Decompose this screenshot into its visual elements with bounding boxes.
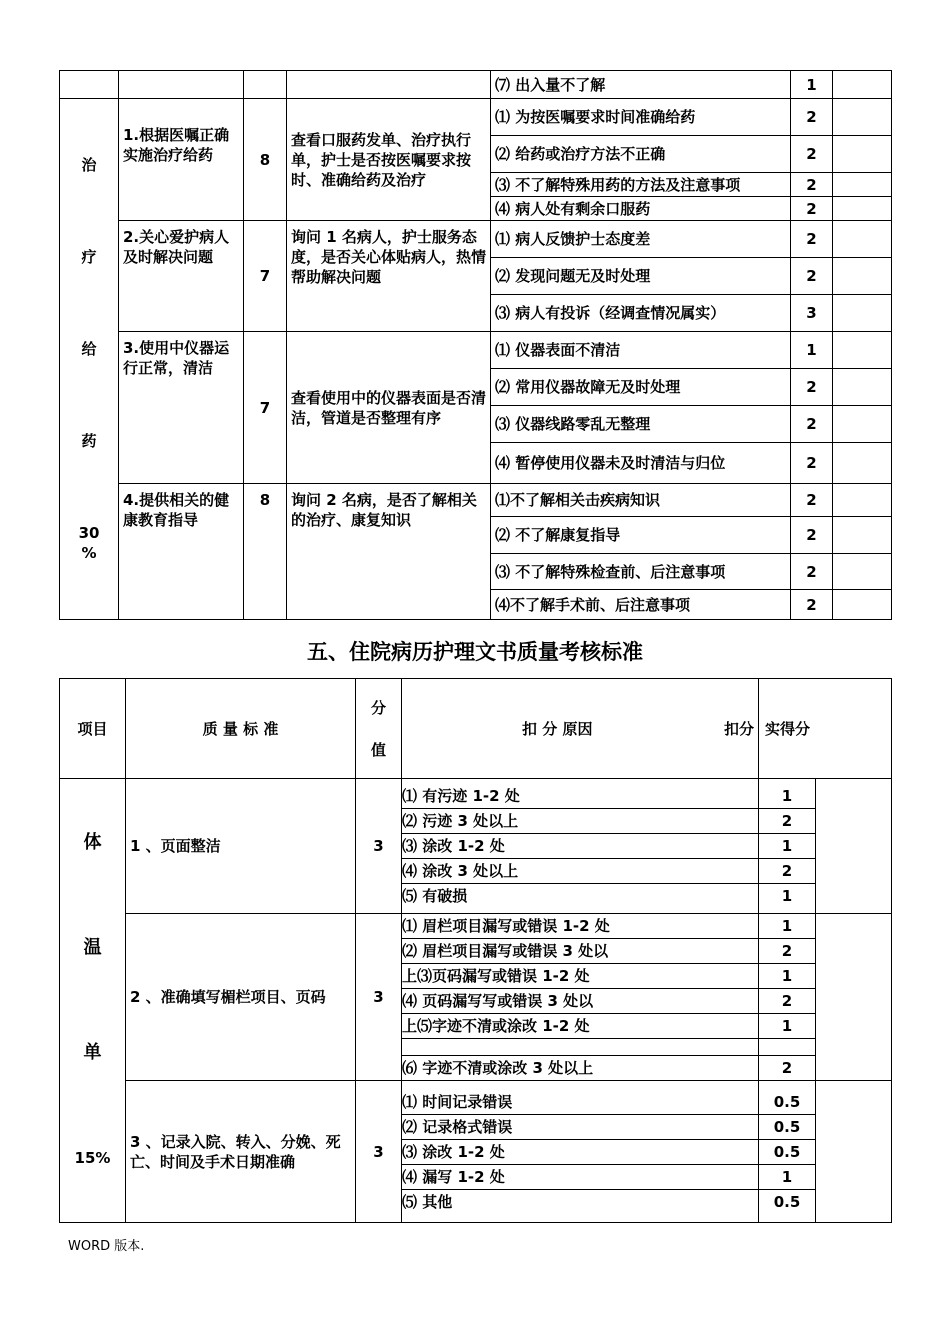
deduct-item: ⑵ 眉栏项目漏写或错误 3 处以 (402, 939, 758, 964)
deduct-item: ⑶ 不了解特殊用药的方法及注意事项 (491, 173, 791, 197)
deduct-item: ⑷ 漏写 1-2 处 (402, 1165, 758, 1190)
record-quality-table (59, 678, 892, 1223)
category-char: 给 (81, 340, 97, 358)
deduct-points: 0.5 (759, 1090, 815, 1115)
deduct-points: 2 (791, 443, 833, 484)
deduct-item: ⑵ 污迹 3 处以上 (402, 809, 758, 834)
deduct-list (402, 1081, 759, 1223)
category-char: 体 (83, 832, 102, 853)
method-cell: 查看口服药发单、治疗执行单，护士是否按医嘱要求按时、准确给药及治疗 (287, 99, 491, 221)
standard-cell: 4.提供相关的健康教育指导 (119, 484, 244, 620)
deduct-item: 上⑶页码漏写或错误 1-2 处 (402, 964, 758, 989)
deduct-points: 2 (781, 1059, 793, 1077)
section-title: 五、住院病历护理文书质量考核标准 (307, 640, 643, 664)
deduct-points: 0.5 (773, 1192, 801, 1211)
deduct-points: 1 (759, 1165, 815, 1190)
deduct-item: ⑷不了解手术前、后注意事项 (491, 590, 791, 620)
category-cell (60, 779, 126, 1223)
deduct-points: 2 (791, 406, 833, 443)
deduct-points: 1 (759, 914, 815, 939)
deduct-item: ⑵ 给药或治疗方法不正确 (491, 136, 791, 173)
deduct-item: ⑵ 发现问题无及时处理 (491, 258, 791, 295)
category-char: 疗 (81, 248, 97, 266)
method-cell: 询问 2 名病，是否了解相关的治疗、康复知识 (287, 484, 491, 620)
header-score-1: 分 (370, 698, 386, 717)
deduct-points: 2 (759, 939, 815, 964)
deduct-item: ⑶ 涂改 1-2 处 (402, 834, 758, 859)
treatment-table (59, 70, 892, 620)
deduct-points: 1 (759, 964, 815, 989)
category-weight: 15% (74, 1149, 111, 1167)
deduct-item: ⑷ 暂停使用仪器未及时清洁与归位 (491, 443, 791, 484)
deduct-points: 0.5 (759, 1115, 815, 1140)
score-cell: 3 (356, 779, 402, 914)
score-cell: 8 (244, 484, 287, 620)
deduct-points: 2 (759, 859, 815, 884)
deduct-item: ⑵ 常用仪器故障无及时处理 (491, 369, 791, 406)
category-weight-unit: % (81, 544, 97, 562)
points-list (759, 914, 816, 1081)
deduct-points: 2 (791, 554, 833, 590)
header-score (356, 679, 402, 779)
deduct-item (402, 1039, 758, 1056)
deduct-item: ⑸ 有破损 (402, 887, 468, 905)
deduct-item: ⑷ 涂改 3 处以上 (402, 859, 758, 884)
category-cell (60, 99, 119, 620)
deduct-list (402, 914, 759, 1081)
deduct-points: 2 (791, 258, 833, 295)
deduct-points: 1 (791, 332, 833, 369)
points-list (759, 779, 816, 914)
deduct-item: ⑺ 出入量不了解 (491, 71, 791, 99)
standard-cell: 3 、记录入院、转入、分娩、死亡、时间及手术日期准确 (126, 1081, 356, 1223)
points-list (759, 1081, 816, 1223)
deduct-item: ⑵ 记录格式错误 (402, 1115, 758, 1140)
score-cell: 7 (244, 332, 287, 484)
standard-cell: 2.关心爱护病人及时解决问题 (119, 221, 244, 332)
deduct-item: ⑹ 字迹不清或涂改 3 处以上 (402, 1059, 594, 1077)
header-standard: 质 量 标 准 (126, 679, 356, 779)
deduct-points: 2 (791, 369, 833, 406)
deduct-points: 3 (791, 295, 833, 332)
footer-text: WORD 版本. (68, 1239, 145, 1254)
deduct-points: 1 (759, 834, 815, 859)
deduct-points: 2 (791, 99, 833, 136)
score-cell: 3 (356, 914, 402, 1081)
deduct-item: ⑴ 仪器表面不清洁 (491, 332, 791, 369)
score-cell: 8 (244, 99, 287, 221)
standard-cell: 1.根据医嘱正确实施治疗给药 (119, 99, 244, 221)
deduct-item: ⑶ 不了解特殊检查前、后注意事项 (491, 554, 791, 590)
deduct-points: 2 (791, 221, 833, 258)
deduct-item: ⑴ 为按医嘱要求时间准确给药 (491, 99, 791, 136)
deduct-points: 2 (759, 989, 815, 1014)
deduct-points: 2 (791, 484, 833, 517)
deduct-list (402, 779, 759, 914)
deduct-item: ⑴ 时间记录错误 (402, 1090, 758, 1115)
score-cell: 7 (244, 221, 287, 332)
deduct-item: 上⑸字迹不清或涂改 1-2 处 (402, 1014, 758, 1039)
deduct-item: ⑴ 病人反馈护士态度差 (491, 221, 791, 258)
deduct-item: ⑴ 眉栏项目漏写或错误 1-2 处 (402, 914, 758, 939)
method-cell: 查看使用中的仪器表面是否清洁，管道是否整理有序 (287, 332, 491, 484)
standard-cell: 3.使用中仪器运行正常，清洁 (119, 332, 244, 484)
deduct-points: 2 (791, 197, 833, 221)
deduct-points (759, 1039, 815, 1056)
deduct-points: 2 (791, 136, 833, 173)
deduct-item: ⑶ 涂改 1-2 处 (402, 1140, 758, 1165)
deduct-item: ⑶ 病人有投诉（经调查情况属实） (491, 295, 791, 332)
header-actual: 实得分 (759, 679, 892, 779)
deduct-points: 1 (781, 887, 793, 905)
deduct-points: 1 (759, 784, 815, 809)
header-score-2: 值 (370, 740, 386, 759)
deduct-points: 2 (791, 517, 833, 554)
deduct-points: 2 (791, 173, 833, 197)
deduct-item: ⑸ 其他 (402, 1192, 453, 1211)
header-reason: 扣 分 原因 (522, 719, 593, 738)
category-char: 治 (81, 156, 97, 174)
method-cell: 询问 1 名病人，护士服务态度，是否关心体贴病人，热情帮助解决问题 (287, 221, 491, 332)
deduct-points: 2 (759, 809, 815, 834)
blank-cell (60, 71, 119, 99)
deduct-item: ⑶ 仪器线路零乱无整理 (491, 406, 791, 443)
deduct-points: 1 (791, 71, 833, 99)
deduct-item: ⑷ 页码漏写写或错误 3 处以 (402, 989, 758, 1014)
deduct-item: ⑴ 有污迹 1-2 处 (402, 784, 758, 809)
category-char: 药 (81, 432, 97, 450)
header-reason-cell (402, 679, 759, 779)
header-item: 项目 (60, 679, 126, 779)
deduct-points: 1 (759, 1014, 815, 1039)
deduct-points: 2 (791, 590, 833, 620)
deduct-item: ⑴不了解相关击疾病知识 (491, 484, 791, 517)
standard-cell: 1 、页面整洁 (126, 779, 356, 914)
score-cell: 3 (356, 1081, 402, 1223)
category-char: 单 (83, 1042, 102, 1063)
deduct-item: ⑷ 病人处有剩余口服药 (491, 197, 791, 221)
category-weight: 30 (78, 524, 100, 542)
category-char: 温 (83, 937, 102, 958)
deduct-points: 0.5 (759, 1140, 815, 1165)
deduct-item: ⑵ 不了解康复指导 (491, 517, 791, 554)
standard-cell: 2 、准确填写楣栏项目、页码 (126, 914, 356, 1081)
header-deduct: 扣分 (723, 719, 754, 738)
